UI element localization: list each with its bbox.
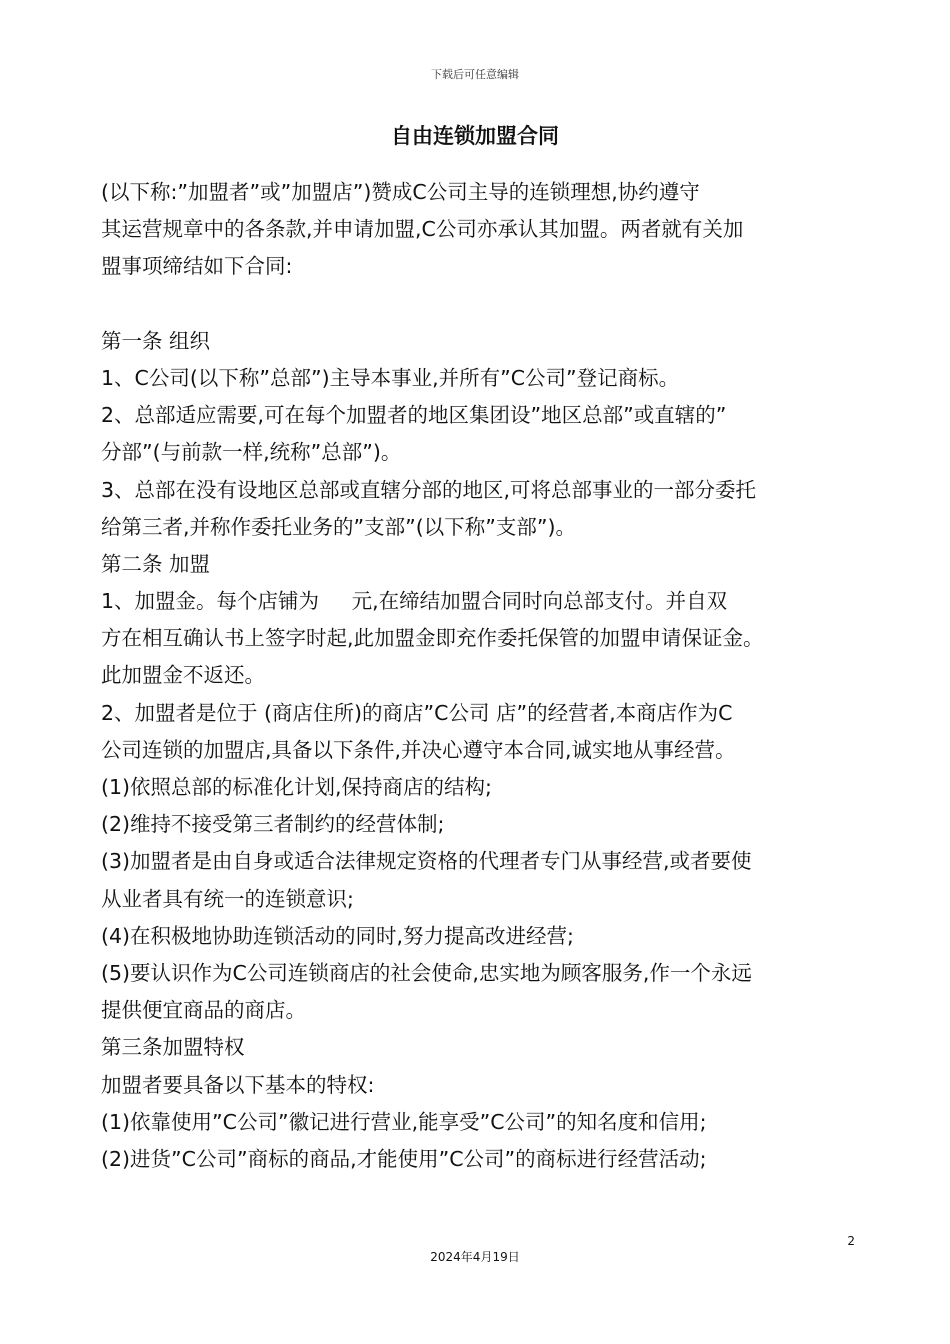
blank-line — [101, 286, 853, 323]
text-line: 提供便宜商品的商店。 — [101, 998, 306, 1023]
text-line: (以下称:”加盟者”或”加盟店”)赞成C公司主导的连锁理想,协约遵守 — [101, 180, 700, 204]
text-line: 3、总部在没有设地区总部或直辖分部的地区,可将总部事业的一部分委托 — [101, 477, 757, 502]
text-line: 第二条 加盟 — [101, 551, 211, 576]
text-line: (2)维持不接受第三者制约的经营体制; — [101, 812, 445, 837]
text-line: 1、C公司(以下称”总部”)主导本事业,并所有”C公司”登记商标。 — [101, 365, 680, 390]
text-line: (1)依照总部的标准化计划,保持商店的结构; — [101, 775, 492, 799]
text-line: (5)要认识作为C公司连锁商店的社会使命,忠实地为顾客服务,作一个永远 — [101, 960, 752, 985]
text-line: 1、加盟金。每个店铺为 元,在缔结加盟合同时向总部支付。并自双 — [101, 589, 728, 614]
text-line: 此加盟金不返还。 — [101, 663, 265, 688]
header-note: 下载后可任意编辑 — [431, 68, 519, 81]
text-line: 盟事项缔结如下合同: — [101, 254, 293, 279]
text-line: 公司连锁的加盟店,具备以下条件,并决心遵守本合同,诚实地从事经营。 — [101, 737, 736, 762]
text-line: 2、加盟者是位于 (商店住所)的商店”C公司 店”的经营者,本商店作为C — [101, 700, 733, 725]
text-line: 分部”(与前款一样,统称”总部”)。 — [101, 440, 402, 465]
document-title: 自由连锁加盟合同 — [391, 124, 559, 148]
text-line: 给第三者,并称作委托业务的”支部”(以下称”支部”)。 — [101, 514, 576, 539]
text-line: 其运营规章中的各条款,并申请加盟,C公司亦承认其加盟。两者就有关加 — [101, 217, 744, 242]
text-line: (2)进货”C公司”商标的商品,才能使用”C公司”的商标进行经营活动; — [101, 1146, 707, 1171]
text-line: 第一条 组织 — [101, 328, 211, 353]
page-number: 2 — [847, 1234, 855, 1248]
text-line: 加盟者要具备以下基本的特权: — [101, 1072, 375, 1097]
text-line: 从业者具有统一的连锁意识; — [101, 886, 354, 911]
text-line: (3)加盟者是由自身或适合法律规定资格的代理者专门从事经营,或者要使 — [101, 849, 752, 874]
text-line: 第三条加盟特权 — [101, 1035, 245, 1060]
footer-date: 2024年4月19日 — [430, 1250, 520, 1264]
document-body — [101, 174, 853, 1178]
text-line: (4)在积极地协助连锁活动的同时,努力提高改进经营; — [101, 923, 574, 948]
text-line: 方在相互确认书上签字时起,此加盟金即充作委托保管的加盟申请保证金。 — [101, 626, 764, 651]
text-line: (1)依靠使用”C公司”徽记进行营业,能享受”C公司”的知名度和信用; — [101, 1109, 707, 1134]
text-line: 2、总部适应需要,可在每个加盟者的地区集团设”地区总部”或直辖的” — [101, 403, 727, 428]
